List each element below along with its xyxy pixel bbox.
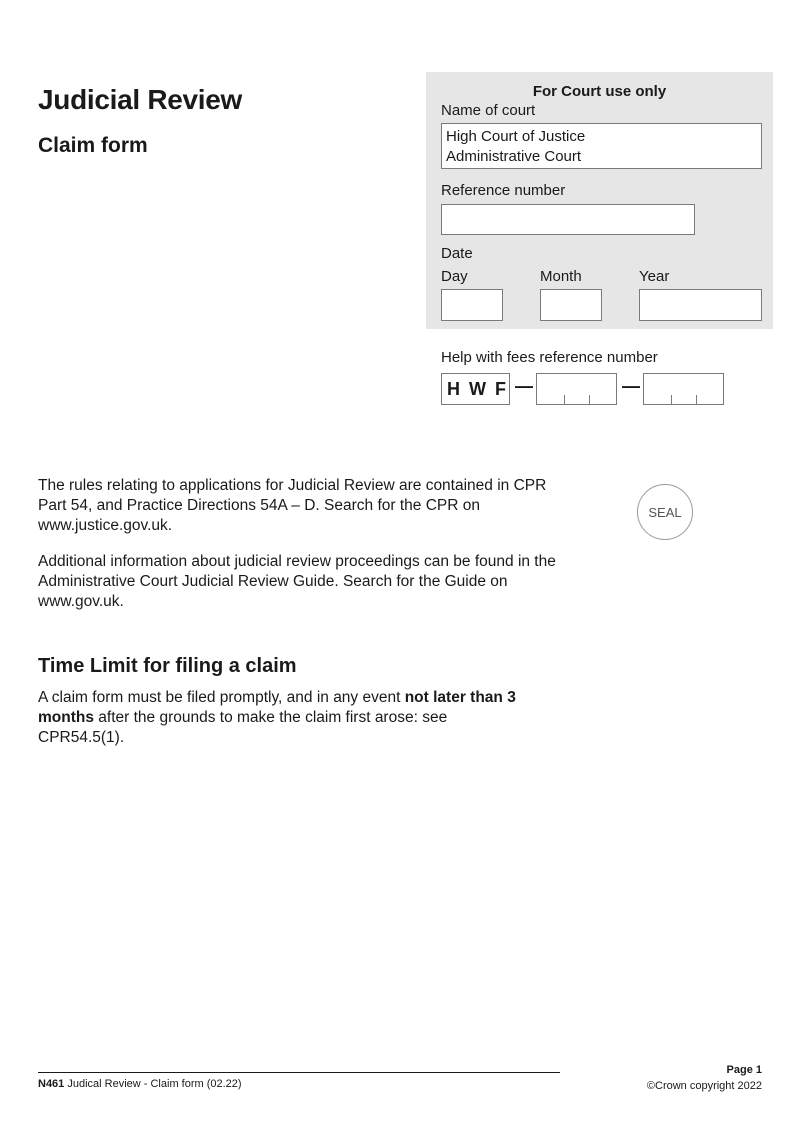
court-use-heading: For Court use only: [532, 83, 667, 100]
time-limit-text-start: A claim form must be filed promptly, and in any event: [38, 689, 405, 706]
form-code: N461: [38, 1078, 65, 1090]
hwf-segment-2-field[interactable]: [643, 373, 724, 405]
month-label: Month: [540, 268, 582, 285]
rules-paragraph: The rules relating to applications for Judicial Review are contained in CPR Part 54, and Practice Directions 54A – D. Search for the CPR on www.justice.gov.uk.: [38, 477, 547, 534]
guide-paragraph: Additional information about judicial review proceedings can be found in the Administrative Court Judicial Review Guide. Search for the Guide on www.gov.uk.: [38, 553, 556, 610]
time-limit-paragraph: [38, 688, 533, 748]
page-title: Judicial Review: [38, 84, 243, 115]
court-name-label: Name of court: [441, 102, 536, 119]
footer-right: [647, 1062, 762, 1094]
year-field[interactable]: [639, 289, 762, 321]
hwf-separator-1: —: [515, 376, 533, 396]
hwf-digit-divider: [564, 395, 565, 404]
time-limit-bold-text: not later than 3 months: [38, 689, 516, 726]
date-label: Date: [441, 245, 473, 262]
hwf-separator-2: —: [622, 376, 640, 396]
reference-number-field[interactable]: [441, 204, 695, 235]
hwf-digit-divider: [671, 395, 672, 404]
court-name-line2: Administrative Court: [446, 148, 582, 165]
day-field[interactable]: [441, 289, 503, 321]
day-label: Day: [441, 268, 468, 285]
reference-number-label: Reference number: [441, 182, 566, 199]
copyright-notice: ©Crown copyright 2022: [646, 1080, 762, 1092]
page-number: Page 1: [726, 1064, 762, 1076]
help-with-fees-label: Help with fees reference number: [441, 349, 658, 366]
footer-form-id: [38, 1078, 242, 1090]
time-limit-text-end: after the grounds to make the claim first arose: see CPR54.5(1).: [38, 709, 448, 746]
hwf-segment-1-field[interactable]: [536, 373, 617, 405]
hwf-prefix-box: H W F: [441, 373, 510, 405]
court-use-panel: [426, 72, 773, 329]
month-field[interactable]: [540, 289, 602, 321]
footer-divider: [38, 1072, 560, 1073]
hwf-digit-divider: [696, 395, 697, 404]
time-limit-heading: Time Limit for filing a claim: [38, 655, 297, 677]
hwf-digit-divider: [589, 395, 590, 404]
court-name-field[interactable]: [441, 123, 762, 169]
court-name-line1: High Court of Justice: [446, 128, 586, 145]
year-label: Year: [639, 268, 670, 285]
page-subtitle: Claim form: [38, 134, 148, 157]
seal-stamp: SEAL: [637, 484, 693, 540]
form-name: Judical Review - Claim form (02.22): [64, 1078, 242, 1090]
